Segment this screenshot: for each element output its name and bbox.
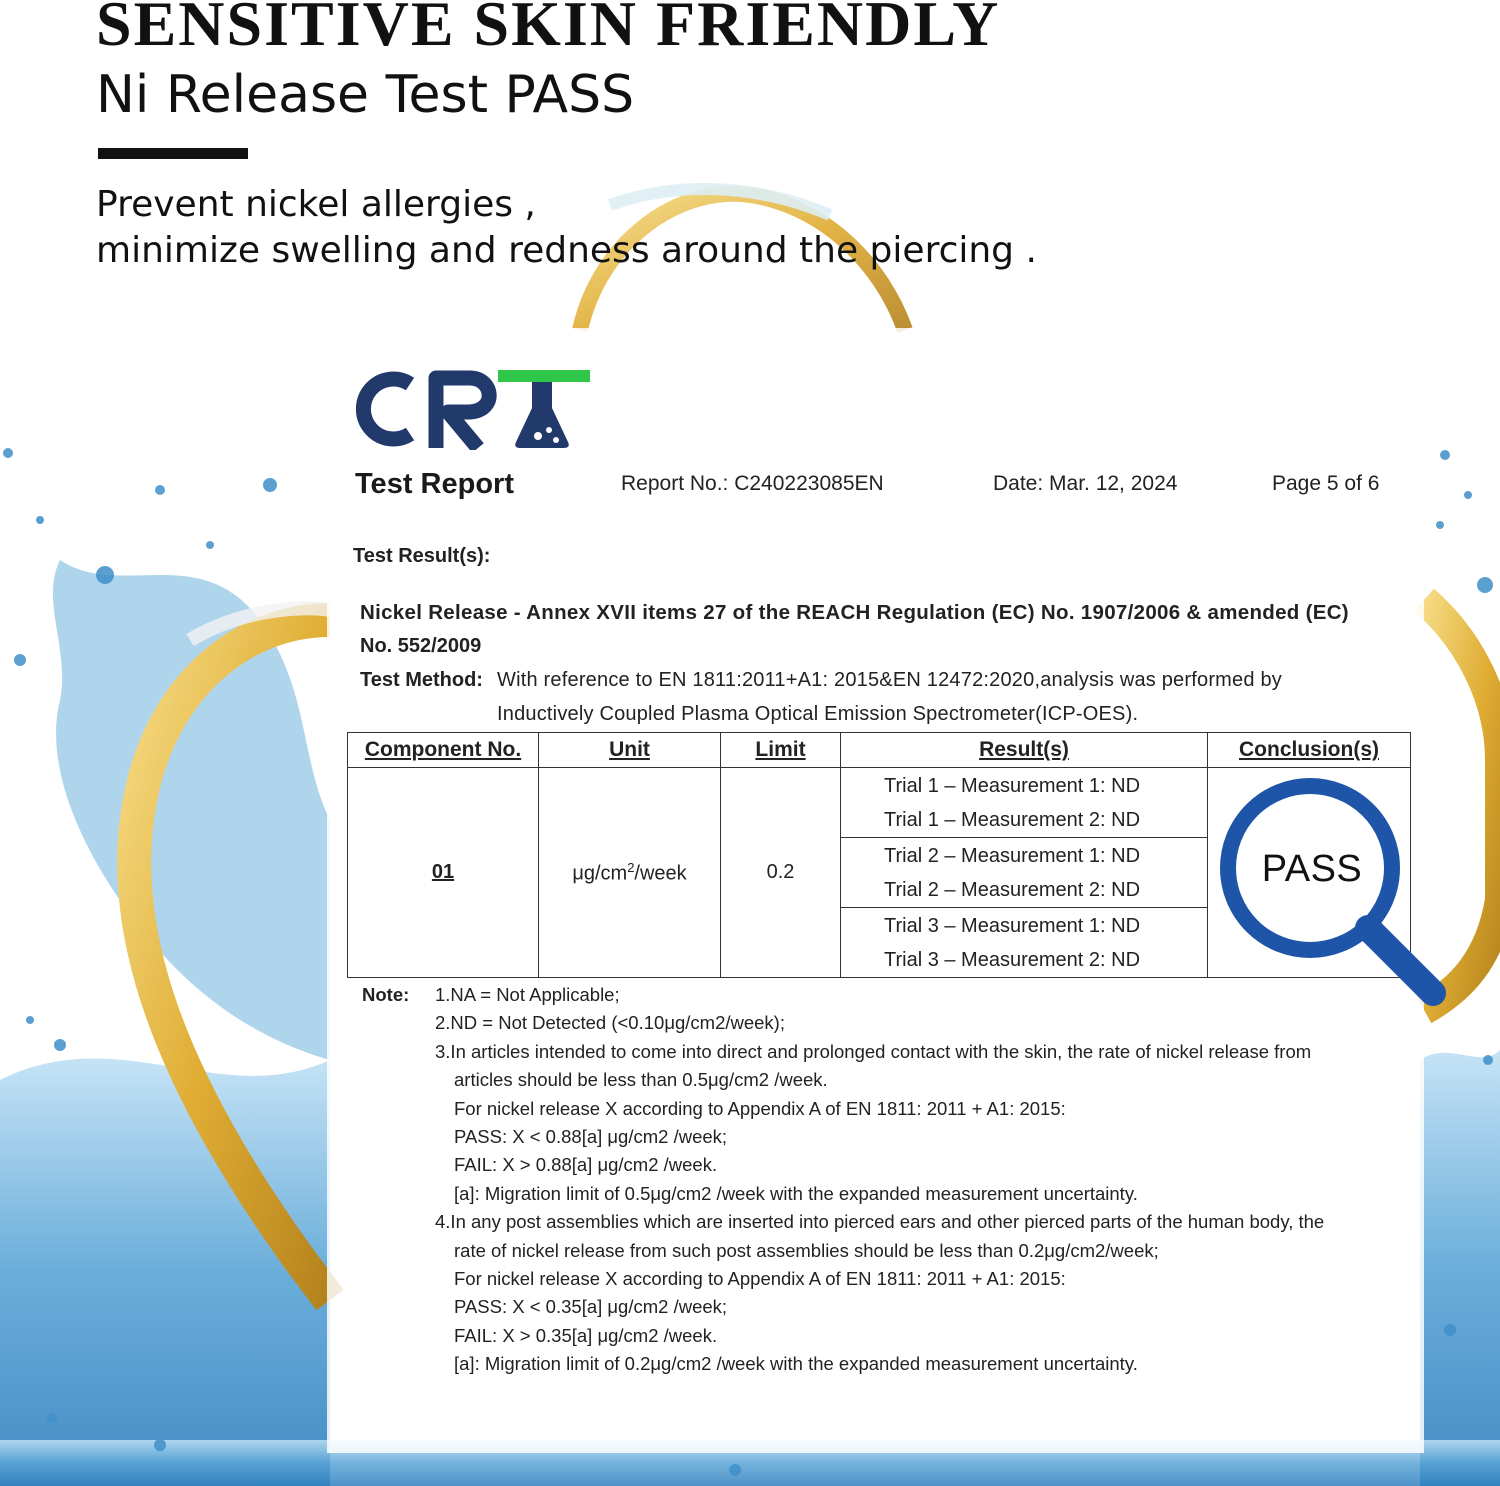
trial-1-cell <box>841 768 1208 838</box>
blurb <box>96 182 1037 274</box>
test-method-line-1: With reference to EN 1811:2011+A1: 2015&EN 12472:2020,analysis was performed by <box>497 669 1282 691</box>
blurb-line-1: Prevent nickel allergies , <box>96 184 536 225</box>
test-results-label: Test Result(s): <box>353 545 491 567</box>
magnifier-icon <box>1218 778 1454 1008</box>
report-date: Date: Mar. 12, 2024 <box>993 472 1178 495</box>
flask-icon <box>515 382 569 448</box>
result-line: Trial 1 – Measurement 1: ND <box>884 774 1141 797</box>
unit-cell <box>539 768 721 978</box>
trial-3-cell <box>841 908 1208 978</box>
unit-suffix: /week <box>634 862 687 885</box>
component-number: 01 <box>431 861 455 883</box>
report-number: Report No.: C240223085EN <box>621 472 884 495</box>
unit-superscript: 2 <box>627 859 635 875</box>
blurb-line-2: minimize swelling and redness around the piercing . <box>96 230 1037 271</box>
report-page: Page 5 of 6 <box>1272 472 1380 495</box>
header-unit: Unit <box>539 733 721 768</box>
test-method-label: Test Method: <box>360 669 483 691</box>
note-line: FAIL: X > 0.35[a] μg/cm2 /week. <box>454 1324 718 1346</box>
note-line: 3.In articles intended to come into direct and prolonged contact with the skin, the rate of nickel release from <box>435 1040 1312 1062</box>
report-title: Test Report <box>355 468 514 500</box>
unit-prefix: μg/cm <box>572 862 628 885</box>
nickel-release-line-2: No. 552/2009 <box>360 635 482 657</box>
result-line: Trial 3 – Measurement 1: ND <box>884 914 1141 937</box>
limit-cell: 0.2 <box>721 768 841 978</box>
test-method-line-2: Inductively Coupled Plasma Optical Emission Spectrometer(ICP-OES). <box>497 703 1139 725</box>
note-line: [a]: Migration limit of 0.5μg/cm2 /week with the expanded measurement uncertainty. <box>454 1182 1138 1204</box>
pass-conclusion: PASS <box>1261 848 1363 890</box>
header-conclusions: Conclusion(s) <box>1208 733 1411 768</box>
notes-label: Note: <box>362 984 410 1005</box>
result-line: Trial 3 – Measurement 2: ND <box>884 948 1141 971</box>
note-line: 4.In any post assemblies which are inserted into pierced ears and other pierced parts of the human body, the <box>435 1211 1325 1233</box>
note-line: 2.ND = Not Detected (<0.10μg/cm2/week); <box>435 1012 785 1034</box>
trial-2-cell <box>841 838 1208 908</box>
note-line: PASS: X < 0.88[a] μg/cm2 /week; <box>454 1126 728 1147</box>
note-line: PASS: X < 0.35[a] μg/cm2 /week; <box>454 1296 728 1318</box>
component-cell <box>348 768 539 978</box>
header-component-no: Component No. <box>348 733 539 768</box>
divider-bar <box>98 148 248 159</box>
note-line: FAIL: X > 0.88[a] μg/cm2 /week. <box>454 1154 718 1176</box>
note-line: rate of nickel release from such post assemblies should be less than 0.2μg/cm2/week; <box>454 1239 1159 1261</box>
note-line: [a]: Migration limit of 0.2μg/cm2 /week with the expanded measurement uncertainty. <box>454 1353 1138 1375</box>
subheadline: Ni Release Test PASS <box>96 65 635 125</box>
crt-logo <box>348 370 593 450</box>
note-line: articles should be less than 0.5μg/cm2 /week. <box>454 1069 828 1091</box>
result-line: Trial 2 – Measurement 1: ND <box>884 844 1141 867</box>
result-line: Trial 2 – Measurement 2: ND <box>884 878 1141 901</box>
nickel-release-line-1: Nickel Release - Annex XVII items 27 of the REACH Regulation (EC) No. 1907/2006 & amended (EC) <box>360 601 1349 624</box>
header-results: Result(s) <box>841 733 1208 768</box>
header-limit: Limit <box>721 733 841 768</box>
note-line: For nickel release X according to Appendix A of EN 1811: 2011 + A1: 2015: <box>454 1097 1066 1119</box>
note-line: 1.NA = Not Applicable; <box>435 984 620 1005</box>
note-line: For nickel release X according to Appendix A of EN 1811: 2011 + A1: 2015: <box>454 1268 1066 1289</box>
headline: SENSITIVE SKIN FRIENDLY <box>96 0 1001 59</box>
table-header-row <box>348 733 1411 768</box>
result-line: Trial 1 – Measurement 2: ND <box>884 808 1141 831</box>
